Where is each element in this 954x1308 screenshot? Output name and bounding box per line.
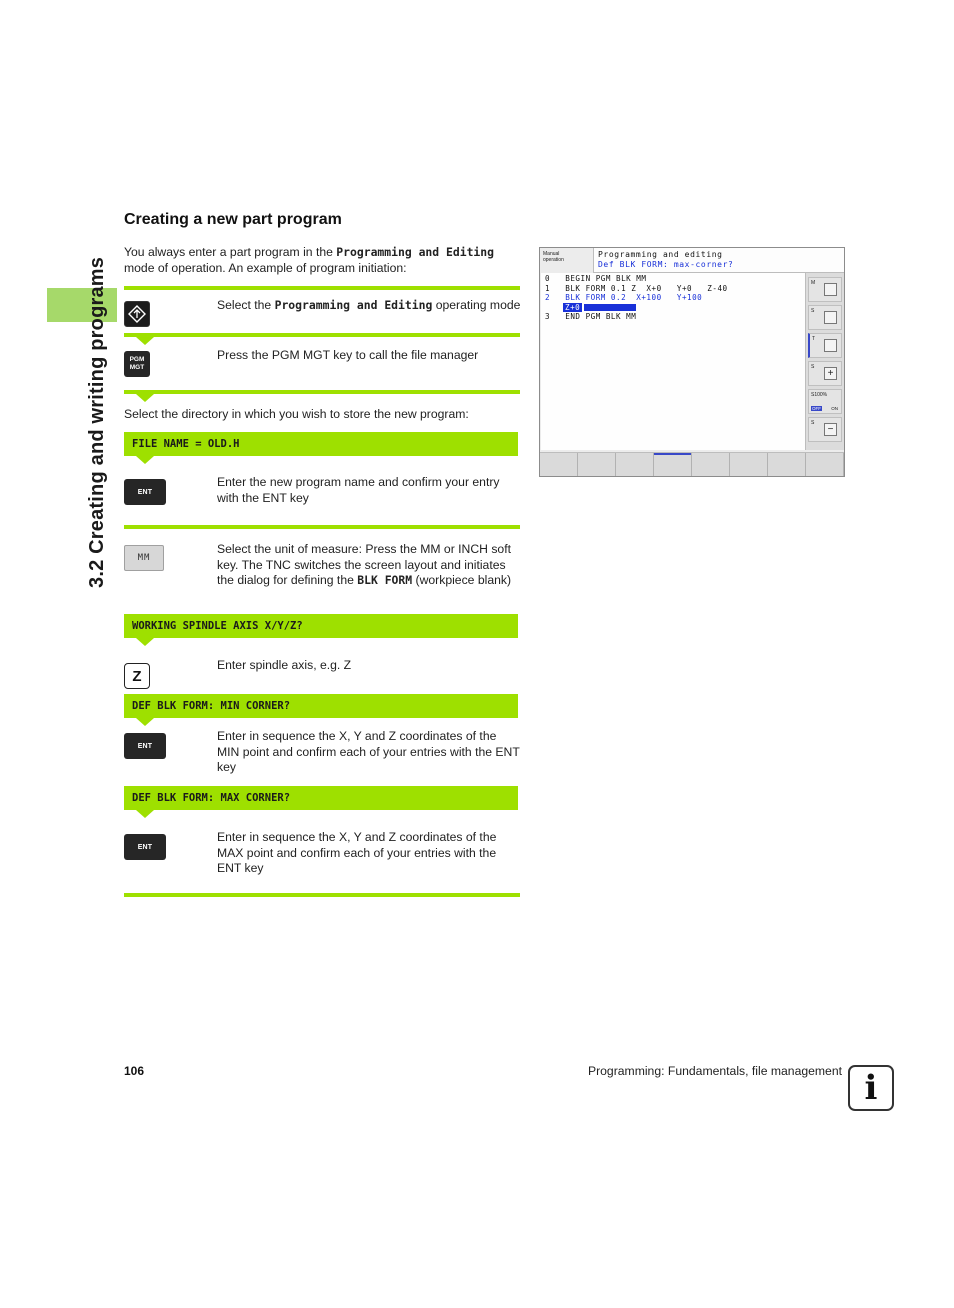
directory-text: Select the directory in which you wish to store the new program: <box>124 407 469 421</box>
unit-text: Select the unit of measure: Press the MM or INCH soft key. The TNC switches the screen layout and initiates the dialog for defining the BLK FORM (workpiece blank) <box>217 542 512 588</box>
program-line: 3 END PGM BLK MM <box>545 312 637 321</box>
input-cursor <box>584 304 636 311</box>
file-name-dialog: FILE NAME = OLD.H <box>124 432 518 456</box>
min-corner-text: Enter in sequence the X, Y and Z coordinates of the MIN point and confirm each of your entries with the ENT key <box>217 729 520 775</box>
arrow-icon <box>136 810 154 818</box>
program-line-active: 2 BLK FORM 0.2 X+100 Y+100 <box>545 293 703 302</box>
side-softkey-minus[interactable]: S − <box>808 417 842 442</box>
softkey[interactable] <box>540 453 578 476</box>
step-separator <box>124 390 520 394</box>
max-corner-dialog: DEF BLK FORM: MAX CORNER? <box>124 786 518 810</box>
step-separator <box>124 286 520 290</box>
program-line: 1 BLK FORM 0.1 Z X+0 Y+0 Z-40 <box>545 283 728 293</box>
softkey[interactable] <box>730 453 768 476</box>
programming-mode-key[interactable] <box>124 301 150 327</box>
enter-name-text: Enter the new program name and confirm your entry with the ENT key <box>217 475 500 505</box>
tool-icon <box>824 339 837 352</box>
ent-key[interactable]: ENT <box>124 733 166 759</box>
pgm-mgt-key[interactable]: PGM MGT <box>124 351 150 377</box>
plus-icon: + <box>824 367 837 380</box>
minus-icon: − <box>824 423 837 436</box>
programming-mode-icon <box>127 304 147 324</box>
arrow-icon <box>136 456 154 464</box>
section-title: Creating a new part program <box>124 211 342 228</box>
chapter-title: Programming: Fundamentals, file management <box>587 1064 842 1078</box>
spindle-icon <box>824 311 837 324</box>
info-icon: i <box>848 1065 894 1111</box>
softkey[interactable] <box>768 453 806 476</box>
z-axis-key[interactable]: Z <box>124 663 150 689</box>
side-softkey-m[interactable]: M <box>808 277 842 302</box>
screen-softkey-row <box>540 452 844 476</box>
step-separator <box>124 525 520 529</box>
spindle-axis-dialog: WORKING SPINDLE AXIS X/Y/Z? <box>124 614 518 638</box>
arrow-icon <box>136 718 154 726</box>
program-line: 0 BEGIN PGM BLK MM <box>545 274 647 283</box>
screen-dialog: Def BLK FORM: max-corner? <box>598 260 734 269</box>
max-corner-text: Enter in sequence the X, Y and Z coordinates of the MAX point and confirm each of your entries with the ENT key <box>217 830 497 876</box>
spindle-text: Enter spindle axis, e.g. Z <box>217 658 352 672</box>
pgm-mgt-text: Press the PGM MGT key to call the file manager <box>217 348 479 362</box>
ent-key[interactable]: ENT <box>124 834 166 860</box>
screen-title: Programming and editing Def BLK FORM: max-corner? <box>594 248 844 273</box>
screen-machine-mode: Manual operation <box>540 248 594 273</box>
side-softkey-s[interactable]: S <box>808 305 842 330</box>
program-input-line: Z+0 <box>545 303 805 313</box>
side-softkey-override[interactable]: S100% OFF ON <box>808 389 842 414</box>
machine-icon <box>824 283 837 296</box>
select-mode-text: Select the Programming and Editing operating mode <box>217 298 521 312</box>
intro-text: You always enter a part program in the Programming and Editing mode of operation. An example of program initiation: <box>124 245 495 275</box>
ent-key[interactable]: ENT <box>124 479 166 505</box>
step-separator <box>124 333 520 337</box>
arrow-icon <box>136 638 154 646</box>
softkey[interactable] <box>654 453 692 476</box>
program-listing <box>541 273 805 450</box>
page-number: 106 <box>124 1064 145 1078</box>
min-corner-dialog: DEF BLK FORM: MIN CORNER? <box>124 694 518 718</box>
mm-softkey[interactable]: MM <box>124 545 164 571</box>
screen-header <box>540 248 844 273</box>
step-separator <box>124 893 520 897</box>
softkey[interactable] <box>578 453 616 476</box>
screen-side-softkeys <box>805 273 844 450</box>
side-softkey-plus[interactable]: S + <box>808 361 842 386</box>
softkey[interactable] <box>616 453 654 476</box>
softkey[interactable] <box>692 453 730 476</box>
side-softkey-t[interactable]: T <box>808 333 842 358</box>
tnc-screen <box>539 247 845 477</box>
arrow-icon <box>136 394 154 402</box>
softkey[interactable] <box>806 453 844 476</box>
arrow-icon <box>136 337 154 345</box>
